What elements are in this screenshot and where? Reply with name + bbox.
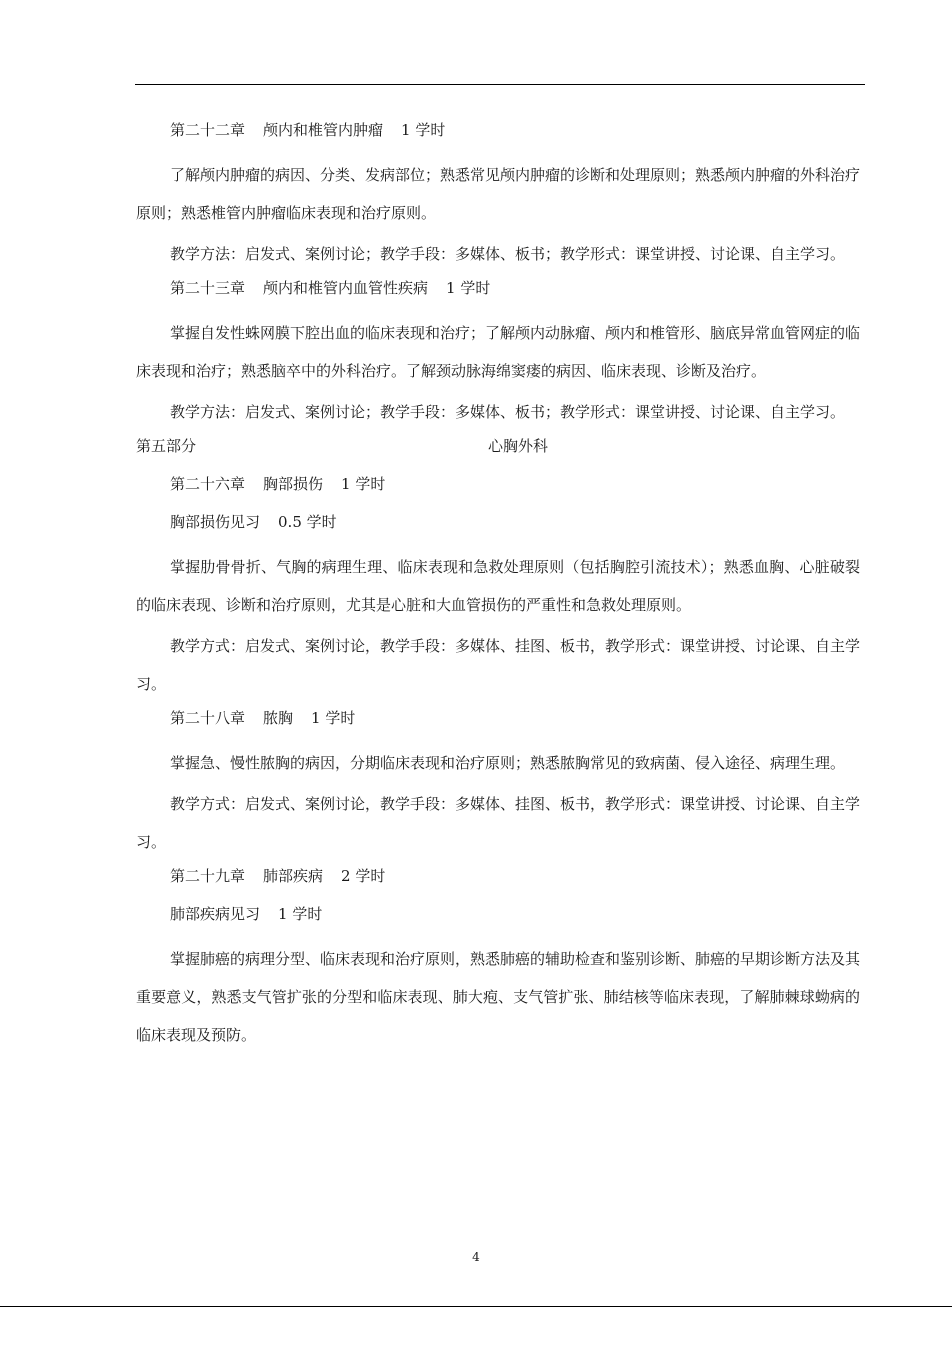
chapter-number: 第二十六章 xyxy=(170,475,246,493)
chapter-heading xyxy=(136,118,860,142)
chapter-hours: 1 学时 xyxy=(446,279,491,297)
chapter-number: 第二十九章 xyxy=(170,867,246,885)
paragraph: 教学方法：启发式、案例讨论；教学手段：多媒体、板书；教学形式：课堂讲授、讨论课、自主学习。 xyxy=(170,403,846,421)
footer-rule xyxy=(0,1306,952,1307)
chapter-number: 第二十三章 xyxy=(170,279,246,297)
practicum-hours: 0.5 学时 xyxy=(278,513,337,531)
chapter-hours: 2 学时 xyxy=(341,867,386,885)
paragraph: 教学方法：启发式、案例讨论；教学手段：多媒体、板书；教学形式：课堂讲授、讨论课、自主学习。 xyxy=(170,245,846,263)
document-body xyxy=(136,118,860,1057)
part-title: 心胸外科 xyxy=(488,437,549,455)
chapter-title: 胸部损伤 xyxy=(263,475,324,493)
practicum-title: 胸部损伤见习 xyxy=(170,513,261,531)
header-rule xyxy=(135,84,865,85)
chapter-title: 颅内和椎管内肿瘤 xyxy=(263,121,384,139)
chapter-heading xyxy=(136,276,860,300)
practicum-heading xyxy=(136,902,860,926)
chapter-hours: 1 学时 xyxy=(401,121,446,139)
chapter-title: 脓胸 xyxy=(263,709,294,727)
chapter-number: 第二十二章 xyxy=(170,121,246,139)
paragraph: 了解颅内肿瘤的病因、分类、发病部位；熟悉常见颅内肿瘤的诊断和处理原则；熟悉颅内肿瘤的外科治疗原则；熟悉椎管内肿瘤临床表现和治疗原则。 xyxy=(136,166,861,222)
paragraph: 掌握肋骨骨折、气胸的病理生理、临床表现和急救处理原则（包括胸腔引流技术）；熟悉血胸、心脏破裂的临床表现、诊断和治疗原则，尤其是心脏和大血管损伤的严重性和急救处理原则。 xyxy=(136,558,860,614)
paragraph: 教学方式：启发式、案例讨论，教学手段：多媒体、挂图、板书，教学形式：课堂讲授、讨论课、自主学习。 xyxy=(136,637,861,693)
paragraph: 教学方式：启发式、案例讨论，教学手段：多媒体、挂图、板书，教学形式：课堂讲授、讨论课、自主学习。 xyxy=(136,795,861,851)
chapter-heading xyxy=(136,864,860,888)
part-label: 第五部分 xyxy=(136,437,197,455)
page-number: 4 xyxy=(472,1250,480,1264)
chapter-heading xyxy=(136,706,860,730)
chapter-hours: 1 学时 xyxy=(311,709,356,727)
paragraph: 掌握急、慢性脓胸的病因，分期临床表现和治疗原则；熟悉脓胸常见的致病菌、侵入途径、病理生理。 xyxy=(170,754,846,772)
practicum-heading xyxy=(136,510,860,534)
part-heading xyxy=(136,434,860,458)
chapter-title: 肺部疾病 xyxy=(263,867,324,885)
chapter-hours: 1 学时 xyxy=(341,475,386,493)
practicum-hours: 1 学时 xyxy=(278,905,323,923)
chapter-number: 第二十八章 xyxy=(170,709,246,727)
chapter-title: 颅内和椎管内血管性疾病 xyxy=(263,279,429,297)
paragraph: 掌握肺癌的病理分型、临床表现和治疗原则，熟悉肺癌的辅助检查和鉴别诊断、肺癌的早期诊断方法及其重要意义，熟悉支气管扩张的分型和临床表现、肺大疱、支气管扩张、肺结核等临床表现，了解肺棘球蚴病的临床表现及预防。 xyxy=(136,950,861,1044)
chapter-heading xyxy=(136,472,860,496)
paragraph: 掌握自发性蛛网膜下腔出血的临床表现和治疗；了解颅内动脉瘤、颅内和椎管形、脑底异常血管网症的临床表现和治疗；熟悉脑卒中的外科治疗。了解颈动脉海绵窦瘘的病因、临床表现、诊断及治疗。 xyxy=(136,324,861,380)
practicum-title: 肺部疾病见习 xyxy=(170,905,261,923)
